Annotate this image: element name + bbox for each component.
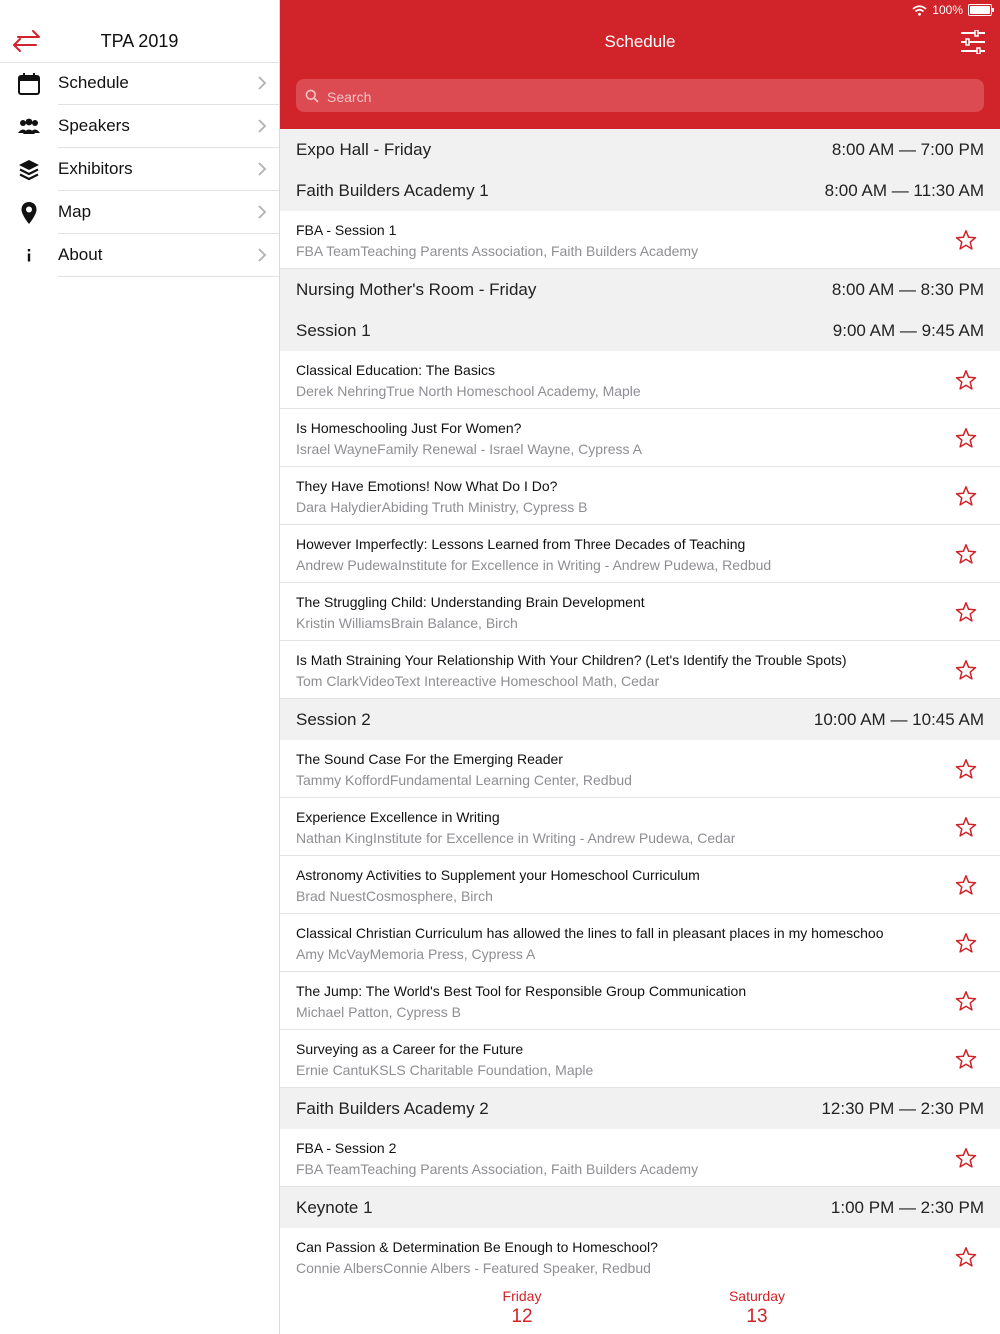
layers-icon: [17, 158, 41, 182]
session-row[interactable]: [280, 211, 1000, 269]
page-title: Schedule: [604, 32, 676, 51]
group-name: Session 1: [296, 321, 371, 340]
session-row[interactable]: [280, 467, 1000, 525]
favorite-star-icon[interactable]: [955, 758, 977, 780]
group-name: Faith Builders Academy 2: [296, 1099, 489, 1118]
session-subtitle: Tom ClarkVideoText Intereactive Homeschool Math, Cedar: [296, 673, 660, 689]
chevron-right-icon: [257, 75, 267, 91]
session-row[interactable]: [280, 583, 1000, 641]
schedule-group-header: [280, 699, 1000, 740]
session-row[interactable]: [280, 525, 1000, 583]
session-subtitle: FBA TeamTeaching Parents Association, Faith Builders Academy: [296, 243, 699, 259]
session-row[interactable]: [280, 914, 1000, 972]
sidebar-item-speakers[interactable]: [0, 105, 279, 148]
favorite-star-icon[interactable]: [955, 932, 977, 954]
map-pin-icon: [17, 201, 41, 225]
calendar-icon: [17, 72, 41, 96]
session-subtitle: Derek NehringTrue North Homeschool Academy, Maple: [296, 383, 641, 399]
session-subtitle: Amy McVayMemoria Press, Cypress A: [296, 946, 536, 962]
favorite-star-icon[interactable]: [955, 543, 977, 565]
sidebar-item-label: Schedule: [58, 73, 129, 92]
session-row[interactable]: [280, 798, 1000, 856]
schedule-group-header: [280, 170, 1000, 211]
session-subtitle: Kristin WilliamsBrain Balance, Birch: [296, 615, 518, 631]
chevron-right-icon: [257, 247, 267, 263]
day-picker: [280, 1282, 1000, 1334]
group-name: Expo Hall - Friday: [296, 140, 432, 159]
schedule-group-header: [280, 1088, 1000, 1129]
search-input[interactable]: [325, 79, 969, 114]
group-time: 1:00 PM — 2:30 PM: [830, 1198, 984, 1217]
group-name: Faith Builders Academy 1: [296, 181, 489, 200]
favorite-star-icon[interactable]: [955, 1246, 977, 1268]
day-name: Saturday: [728, 1288, 786, 1304]
schedule-group-header: [280, 129, 1000, 170]
group-name: Nursing Mother's Room - Friday: [296, 280, 537, 299]
session-subtitle: Israel WayneFamily Renewal - Israel Wayne, Cypress A: [296, 441, 642, 457]
session-row[interactable]: [280, 1129, 1000, 1187]
session-title: Classical Education: The Basics: [296, 362, 495, 378]
search-icon: [305, 89, 319, 103]
day-name: Friday: [502, 1288, 542, 1304]
session-title: Classical Christian Curriculum has allowed the lines to fall in pleasant places in my homeschoo: [296, 925, 884, 941]
group-time: 8:00 AM — 7:00 PM: [831, 140, 984, 159]
session-row[interactable]: [280, 409, 1000, 467]
battery-icon: [968, 4, 992, 16]
sidebar-item-label: Speakers: [58, 116, 130, 135]
battery-percentage: 100%: [932, 3, 963, 17]
sidebar: [0, 0, 280, 1334]
session-row[interactable]: [280, 1030, 1000, 1088]
session-subtitle: Tammy KoffordFundamental Learning Center, Redbud: [296, 772, 632, 788]
search-bar[interactable]: [296, 79, 984, 112]
favorite-star-icon[interactable]: [955, 229, 977, 251]
session-subtitle: Nathan KingInstitute for Excellence in Writing - Andrew Pudewa, Cedar: [296, 830, 736, 846]
session-title: The Jump: The World's Best Tool for Responsible Group Communication: [296, 983, 747, 999]
session-row[interactable]: [280, 856, 1000, 914]
filter-sliders-icon[interactable]: [960, 30, 986, 54]
session-title: Is Math Straining Your Relationship With Your Children? (Let's Identify the Trouble Spots): [296, 652, 847, 668]
group-time: 12:30 PM — 2:30 PM: [821, 1099, 984, 1118]
sidebar-item-map[interactable]: [0, 191, 279, 234]
sidebar-item-label: Map: [58, 202, 92, 221]
session-subtitle: Brad NuestCosmosphere, Birch: [296, 888, 493, 904]
session-subtitle: Michael Patton, Cypress B: [296, 1004, 461, 1020]
favorite-star-icon[interactable]: [955, 485, 977, 507]
schedule-group-header: [280, 310, 1000, 351]
session-title: Experience Excellence in Writing: [296, 809, 500, 825]
group-name: Keynote 1: [296, 1198, 373, 1217]
favorite-star-icon[interactable]: [955, 1147, 977, 1169]
session-row[interactable]: [280, 351, 1000, 409]
favorite-star-icon[interactable]: [955, 369, 977, 391]
group-time: 10:00 AM — 10:45 AM: [813, 710, 984, 729]
day-date: 13: [746, 1306, 768, 1327]
day-tab-saturday[interactable]: [697, 1288, 817, 1328]
status-bar: [912, 3, 992, 17]
navigation-bar: [280, 0, 1000, 129]
session-title: Astronomy Activities to Supplement your Homeschool Curriculum: [296, 867, 700, 883]
schedule-group-header: [280, 1187, 1000, 1228]
session-title: The Struggling Child: Understanding Brain Development: [296, 594, 645, 610]
sidebar-header: [0, 0, 279, 63]
favorite-star-icon[interactable]: [955, 427, 977, 449]
people-icon: [17, 115, 41, 139]
group-time: 8:00 AM — 11:30 AM: [824, 181, 984, 200]
info-icon: [17, 244, 41, 268]
session-title: FBA - Session 1: [296, 222, 397, 238]
favorite-star-icon[interactable]: [955, 816, 977, 838]
favorite-star-icon[interactable]: [955, 601, 977, 623]
session-title: They Have Emotions! Now What Do I Do?: [296, 478, 558, 494]
session-subtitle: Ernie CantuKSLS Charitable Foundation, Maple: [296, 1062, 594, 1078]
session-title: Is Homeschooling Just For Women?: [296, 420, 522, 436]
sidebar-item-about[interactable]: [0, 234, 279, 277]
group-time: 8:00 AM — 8:30 PM: [831, 280, 984, 299]
chevron-right-icon: [257, 161, 267, 177]
wifi-icon: [912, 5, 927, 16]
session-title: The Sound Case For the Emerging Reader: [296, 751, 563, 767]
chevron-right-icon: [257, 118, 267, 134]
session-subtitle: Andrew PudewaInstitute for Excellence in Writing - Andrew Pudewa, Redbud: [296, 557, 772, 573]
session-row[interactable]: [280, 740, 1000, 798]
session-row[interactable]: [280, 641, 1000, 699]
favorite-star-icon[interactable]: [955, 659, 977, 681]
chevron-right-icon: [257, 204, 267, 220]
group-name: Session 2: [296, 710, 371, 729]
sidebar-item-schedule[interactable]: [0, 62, 279, 105]
schedule-pane: [280, 0, 1000, 1334]
favorite-star-icon[interactable]: [955, 990, 977, 1012]
group-time: 9:00 AM — 9:45 AM: [832, 321, 984, 340]
session-row[interactable]: [280, 972, 1000, 1030]
day-date: 12: [511, 1306, 533, 1327]
session-subtitle: FBA TeamTeaching Parents Association, Faith Builders Academy: [296, 1161, 699, 1177]
sidebar-title: TPA 2019: [100, 31, 179, 51]
day-tab-friday[interactable]: [462, 1288, 582, 1328]
sidebar-item-label: About: [58, 245, 103, 264]
session-title: Surveying as a Career for the Future: [296, 1041, 524, 1057]
session-title: FBA - Session 2: [296, 1140, 397, 1156]
session-subtitle: Dara HalydierAbiding Truth Ministry, Cypress B: [296, 499, 588, 515]
session-row[interactable]: [280, 1228, 1000, 1286]
sidebar-item-label: Exhibitors: [58, 159, 133, 178]
session-subtitle: Connie AlbersConnie Albers - Featured Speaker, Redbud: [296, 1260, 651, 1276]
session-title: However Imperfectly: Lessons Learned from Three Decades of Teaching: [296, 536, 746, 552]
favorite-star-icon[interactable]: [955, 1048, 977, 1070]
schedule-group-header: [280, 269, 1000, 310]
schedule-list[interactable]: [280, 129, 1000, 1286]
session-title: Can Passion & Determination Be Enough to Homeschool?: [296, 1239, 658, 1255]
favorite-star-icon[interactable]: [955, 874, 977, 896]
sidebar-item-exhibitors[interactable]: [0, 148, 279, 191]
